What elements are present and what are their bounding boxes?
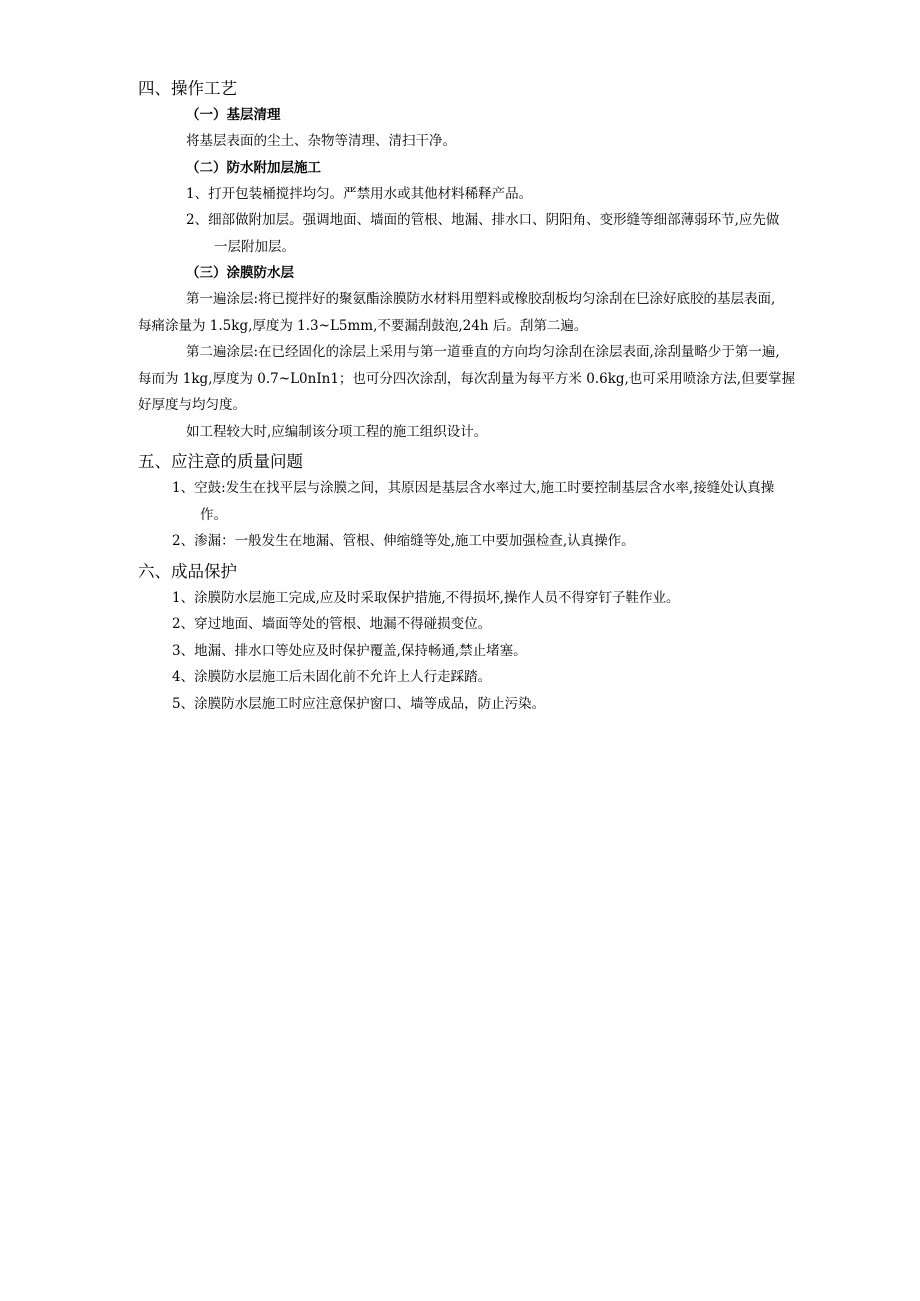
list-item-protection-5: 5、涂膜防水层施工时应注意保护窗口、墙等成品，防止污染。 — [172, 695, 546, 712]
paragraph-first-coat-line2: 每痛涂量为 1.5kg,厚度为 1.3~L5mm,不要漏刮鼓泡,24h 后。刮第二遍。 — [138, 317, 588, 334]
list-item-additional-1: 1、打开包装桶搅拌均匀。严禁用水或其他材料稀释产品。 — [186, 185, 533, 202]
paragraph-base-cleaning: 将基层表面的尘土、杂物等清理、清扫干净。 — [186, 133, 456, 149]
subheading-membrane-layer: （三）涂膜防水层 — [186, 265, 294, 281]
list-item-protection-2: 2、穿过地面、墙面等处的管根、地漏不得碰损变位。 — [172, 616, 492, 632]
paragraph-second-coat-line3: 好厚度与均匀度。 — [138, 397, 246, 413]
document-body — [138, 76, 876, 717]
subheading-base-cleaning: （一）基层清理 — [186, 107, 281, 123]
section-heading-6: 六、成品保护 — [138, 561, 237, 581]
list-item-quality-2: 2、渗漏：一般发生在地漏、管根、伸缩缝等处,施工中要加强检查,认真操作。 — [172, 533, 635, 549]
paragraph-large-project: 如工程较大时,应编制该分项工程的施工组织设计。 — [186, 423, 488, 440]
paragraph-second-coat-line1: 第二遍涂层:在已经固化的涂层上采用与第一道垂直的方向均匀涂刮在涂层表面,涂刮量略少于第一遍, — [186, 344, 780, 360]
list-item-additional-2-line1: 2、细部做附加层。强调地面、墙面的管根、地漏、排水口、阴阳角、变形缝等细部薄弱环节,应先做 — [186, 212, 780, 228]
paragraph-second-coat-line2: 每而为 1kg,厚度为 0.7~L0nIn1；也可分四次涂刮，每次刮量为每平方米 0.6kg,也可采用喷涂方法,但要掌握 — [138, 370, 796, 387]
list-item-protection-4: 4、涂膜防水层施工后未固化前不允许上人行走踩踏。 — [172, 669, 492, 685]
section-heading-5: 五、应注意的质量问题 — [138, 452, 303, 471]
paragraph-first-coat-line1: 第一遍涂层:将已搅拌好的聚氨酯涂膜防水材料用塑料或橡胶刮板均匀涂刮在巳涂好底胶的基层表面, — [186, 291, 776, 307]
section-heading-4: 四、操作工艺 — [138, 79, 237, 98]
list-item-quality-1-line2: 作。 — [200, 506, 227, 523]
list-item-additional-2-line2: 一层附加层。 — [214, 238, 295, 255]
subheading-additional-layer: （二）防水附加层施工 — [186, 159, 321, 176]
list-item-quality-1-line1: 1、空鼓:发生在找平层与涂膜之间，其原因是基层含水率过大,施工时要控制基层含水率,接缝处认真操 — [172, 480, 775, 496]
list-item-protection-3: 3、地漏、排水口等处应及时保护覆盖,保持畅通,禁止堵塞。 — [172, 642, 527, 659]
list-item-protection-1: 1、涂膜防水层施工完成,应及时采取保护措施,不得损坏,操作人员不得穿钉子鞋作业。 — [172, 589, 680, 606]
